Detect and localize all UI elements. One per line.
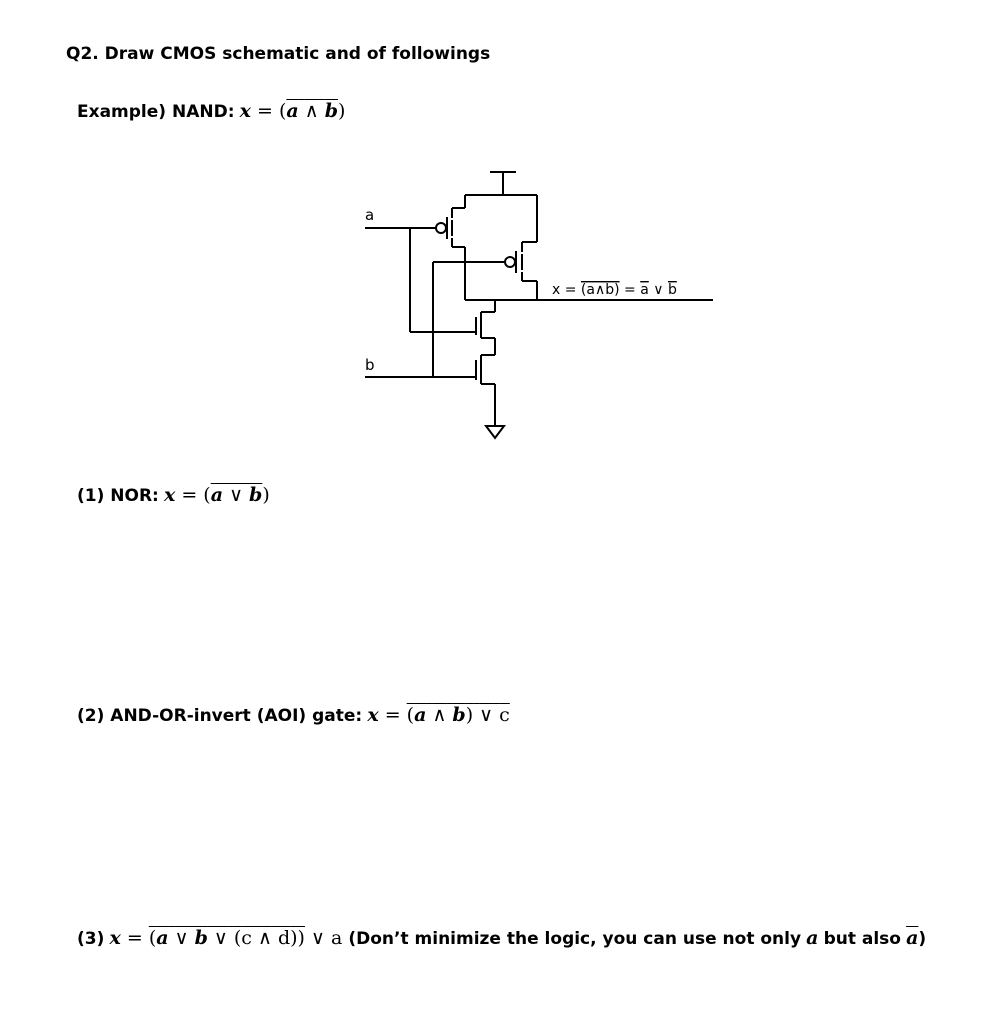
q1-lparen: (: [203, 484, 211, 506]
q3-and: ∧: [258, 927, 272, 949]
q3-a2: a: [330, 927, 343, 949]
q3-formula: [109, 927, 348, 949]
example-lparen: (: [278, 100, 287, 122]
q1-nor-line: [77, 484, 270, 506]
q1-b: b: [249, 484, 263, 506]
q3-c: c: [241, 927, 252, 949]
output-expr-eq: =: [624, 282, 636, 298]
q2-label: (2) AND-OR-invert (AOI) gate:: [77, 706, 363, 726]
q3-a: a: [156, 927, 169, 949]
q2-formula: [367, 704, 509, 726]
q1-or: ∨: [229, 484, 243, 506]
q2-aoi-line: [77, 704, 510, 726]
q2-and: ∧: [432, 704, 447, 726]
pmos-a-bubble: [436, 223, 446, 233]
q3-var: x: [109, 927, 121, 949]
nand-cmos-schematic: [355, 160, 725, 445]
q3-note-abar: $\overline{a}$: [906, 927, 919, 949]
output-expr-lhs: (a∧b): [580, 282, 620, 298]
q3-note-a: a: [806, 927, 819, 949]
q3-note-mid: but also: [823, 929, 901, 949]
example-negated-term: [286, 100, 338, 122]
q2-a: a: [414, 704, 427, 726]
q1-eq: =: [181, 484, 198, 506]
example-label: Example) NAND:: [77, 102, 235, 122]
input-b-label: b: [365, 356, 375, 374]
q2-rparen: ): [465, 704, 474, 726]
q3-d: d: [277, 927, 291, 949]
q3-negated-term: [149, 927, 305, 949]
pmos-b-bubble: [505, 257, 515, 267]
q3-or3: ∨: [311, 927, 325, 949]
q2-b: b: [452, 704, 466, 726]
q3-note-pre: (Don’t minimize the logic, you can use not only: [348, 929, 802, 949]
q3-lparen: (: [148, 927, 157, 949]
q3-or1: ∨: [174, 927, 189, 949]
output-expr-or: ∨: [653, 282, 664, 298]
output-expr-notb: b: [667, 282, 677, 298]
q3-note-post: ): [918, 929, 927, 949]
example-formula: [240, 100, 346, 122]
q2-eq: =: [384, 704, 401, 726]
example-nand-line: [77, 100, 345, 122]
schematic-wires: [365, 172, 713, 438]
ground-symbol: [486, 426, 504, 438]
example-eq: =: [256, 100, 273, 122]
q1-label: (1) NOR:: [77, 486, 159, 506]
q3-inner-rparen: )): [290, 927, 305, 949]
q1-rparen: ): [262, 484, 270, 506]
output-expr-x: x =: [552, 282, 577, 298]
q1-a: a: [210, 484, 224, 506]
q2-negated-term: [407, 704, 510, 726]
q2-c: c: [499, 704, 510, 726]
q2-var: x: [367, 704, 379, 726]
example-var: x: [239, 100, 251, 122]
q1-negated-term: [211, 484, 263, 506]
q3-inner-lparen: (: [233, 927, 242, 949]
q3-label: (3): [77, 929, 105, 949]
example-rparen: ): [337, 100, 346, 122]
q3-b: b: [194, 927, 208, 949]
q3-or2: ∨: [213, 927, 228, 949]
output-expr-nota: a: [640, 282, 649, 298]
q1-formula: [164, 484, 270, 506]
question-title: Q2. Draw CMOS schematic and of followings: [66, 44, 491, 64]
q1-var: x: [163, 484, 176, 506]
q3-eq: =: [126, 927, 143, 949]
input-a-label: a: [365, 206, 375, 224]
q2-or: ∨: [479, 704, 494, 726]
example-b: b: [324, 100, 338, 122]
example-and: ∧: [304, 100, 319, 122]
q3-line: [77, 927, 926, 949]
q2-lparen: (: [406, 704, 415, 726]
example-a: a: [286, 100, 299, 122]
output-expression: [552, 282, 677, 298]
